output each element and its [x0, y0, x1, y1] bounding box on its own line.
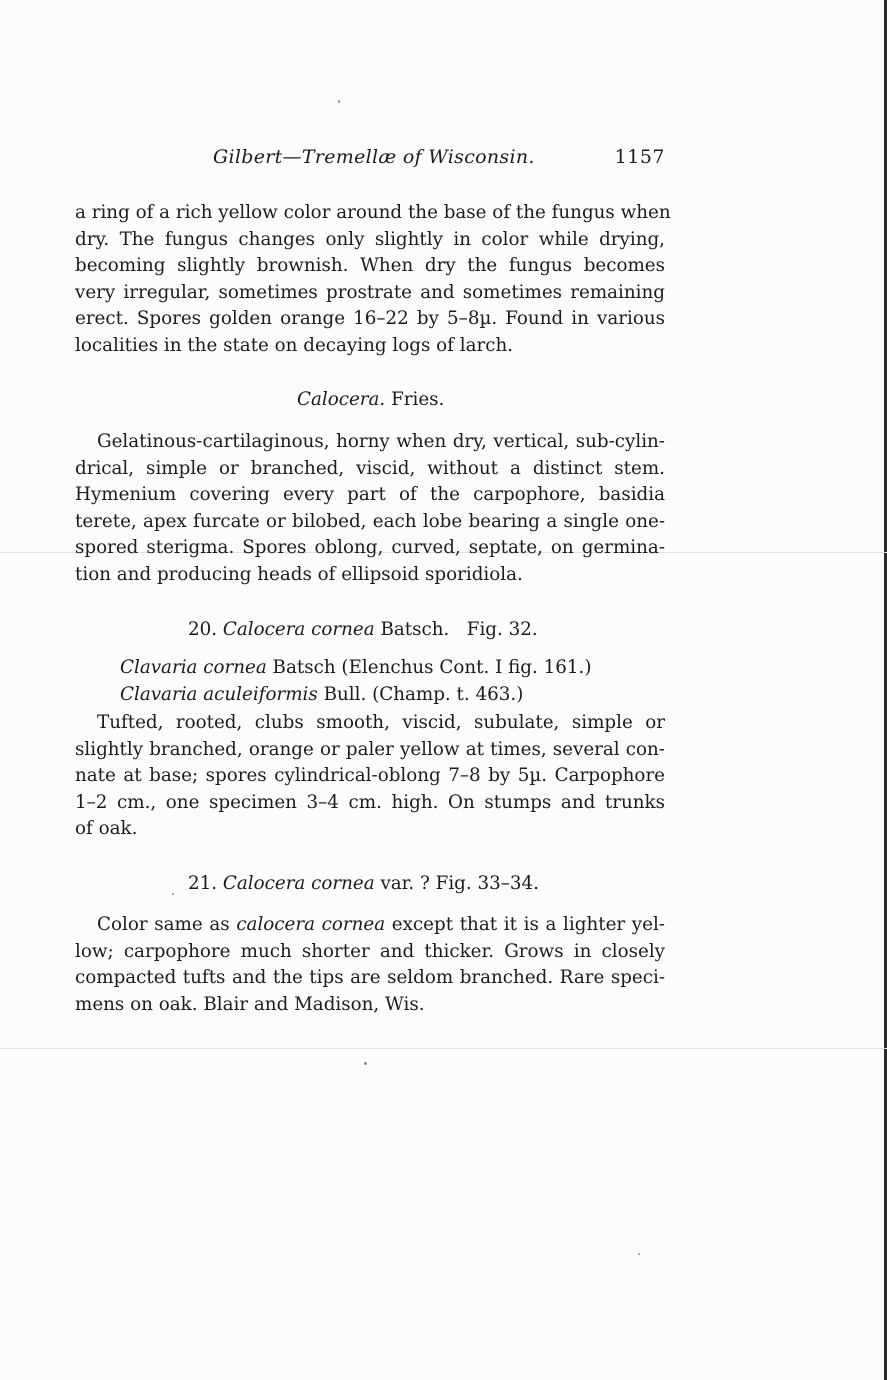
species-author: Batsch.: [380, 619, 450, 640]
figure-reference: Fig. 32.: [466, 619, 538, 640]
figure-reference: Fig. 33–34.: [435, 873, 539, 894]
synonym-line: [120, 657, 591, 678]
text-line: dry. The fungus changes only slightly in color while drying,: [75, 228, 665, 250]
text-line: erect. Spores golden orange 16–22 by 5–8µ. Found in various: [75, 308, 665, 330]
text-run: except that it is a lighter yel-: [385, 914, 665, 935]
species-description-21: [75, 912, 665, 1018]
text-line: compacted tufts and the tips are seldom branched. Rare speci-: [75, 967, 665, 989]
text-line: localities in the state on decaying logs of larch.: [75, 334, 514, 356]
species-variety: var. ?: [380, 873, 430, 894]
genus-author: Fries.: [391, 389, 445, 410]
synonym-citation: Batsch (Elenchus Cont. I fig. 161.): [266, 657, 592, 678]
paper-speck: [338, 100, 340, 103]
text-run: Color same as: [97, 914, 237, 935]
synonym-name: Clavaria aculeiformis: [120, 684, 318, 705]
paragraph-continuation: [75, 200, 671, 360]
paper-speck: [638, 1253, 640, 1255]
species-heading-20: [188, 619, 538, 640]
genus-heading: [297, 389, 444, 410]
genus-description: [75, 429, 665, 589]
text-line: Gelatinous-cartilaginous, horny when dry, vertical, sub-cylin-: [97, 431, 665, 452]
text-line: becoming slightly brownish. When dry the fungus becomes: [75, 255, 665, 277]
text-line: a ring of a rich yellow color around the base of the fungus when: [75, 202, 671, 223]
page-number: 1157: [614, 146, 665, 168]
species-heading-21: [188, 873, 539, 894]
species-number: 21.: [188, 873, 218, 894]
species-name: Calocera cornea: [222, 619, 375, 640]
species-number: 20.: [188, 619, 218, 640]
text-line: [75, 912, 665, 939]
synonym-name: Clavaria cornea: [120, 657, 267, 678]
species-name: Calocera cornea: [222, 873, 375, 894]
text-line: of oak.: [75, 818, 138, 840]
text-line: tion and producing heads of ellipsoid sporidiola.: [75, 563, 523, 585]
text-line: nate at base; spores cylindrical-oblong 7–8 by 5µ. Carpophore: [75, 765, 665, 787]
species-description-20: [75, 710, 665, 843]
text-line: low; carpophore much shorter and thicker. Grows in closely: [75, 940, 665, 962]
paper-speck: [364, 1062, 367, 1065]
synonym-line: [120, 684, 523, 705]
running-header: [75, 146, 665, 174]
genus-name: Calocera.: [297, 389, 386, 410]
synonym-citation: Bull. (Champ. t. 463.): [317, 684, 524, 705]
text-line: mens on oak. Blair and Madison, Wis.: [75, 993, 425, 1015]
running-title: Gilbert—Tremellæ of Wisconsin.: [213, 146, 535, 168]
fold-crease: [0, 1048, 887, 1049]
text-line: drical, simple or branched, viscid, without a distinct stem.: [75, 457, 665, 479]
text-line: spored sterigma. Spores oblong, curved, septate, on germina-: [75, 537, 665, 559]
text-line: Hymenium covering every part of the carpophore, basidia: [75, 484, 665, 506]
text-line: slightly branched, orange or paler yellow at times, several con-: [75, 738, 665, 760]
species-name-inline: calocera cornea: [236, 914, 386, 935]
text-line: very irregular, sometimes prostrate and sometimes remaining: [75, 281, 665, 303]
text-line: terete, apex furcate or bilobed, each lobe bearing a single one-: [75, 510, 665, 532]
text-line: 1–2 cm., one specimen 3–4 cm. high. On stumps and trunks: [75, 791, 665, 813]
paper-speck: [172, 893, 174, 895]
text-line: Tufted, rooted, clubs smooth, viscid, subulate, simple or: [97, 712, 665, 733]
